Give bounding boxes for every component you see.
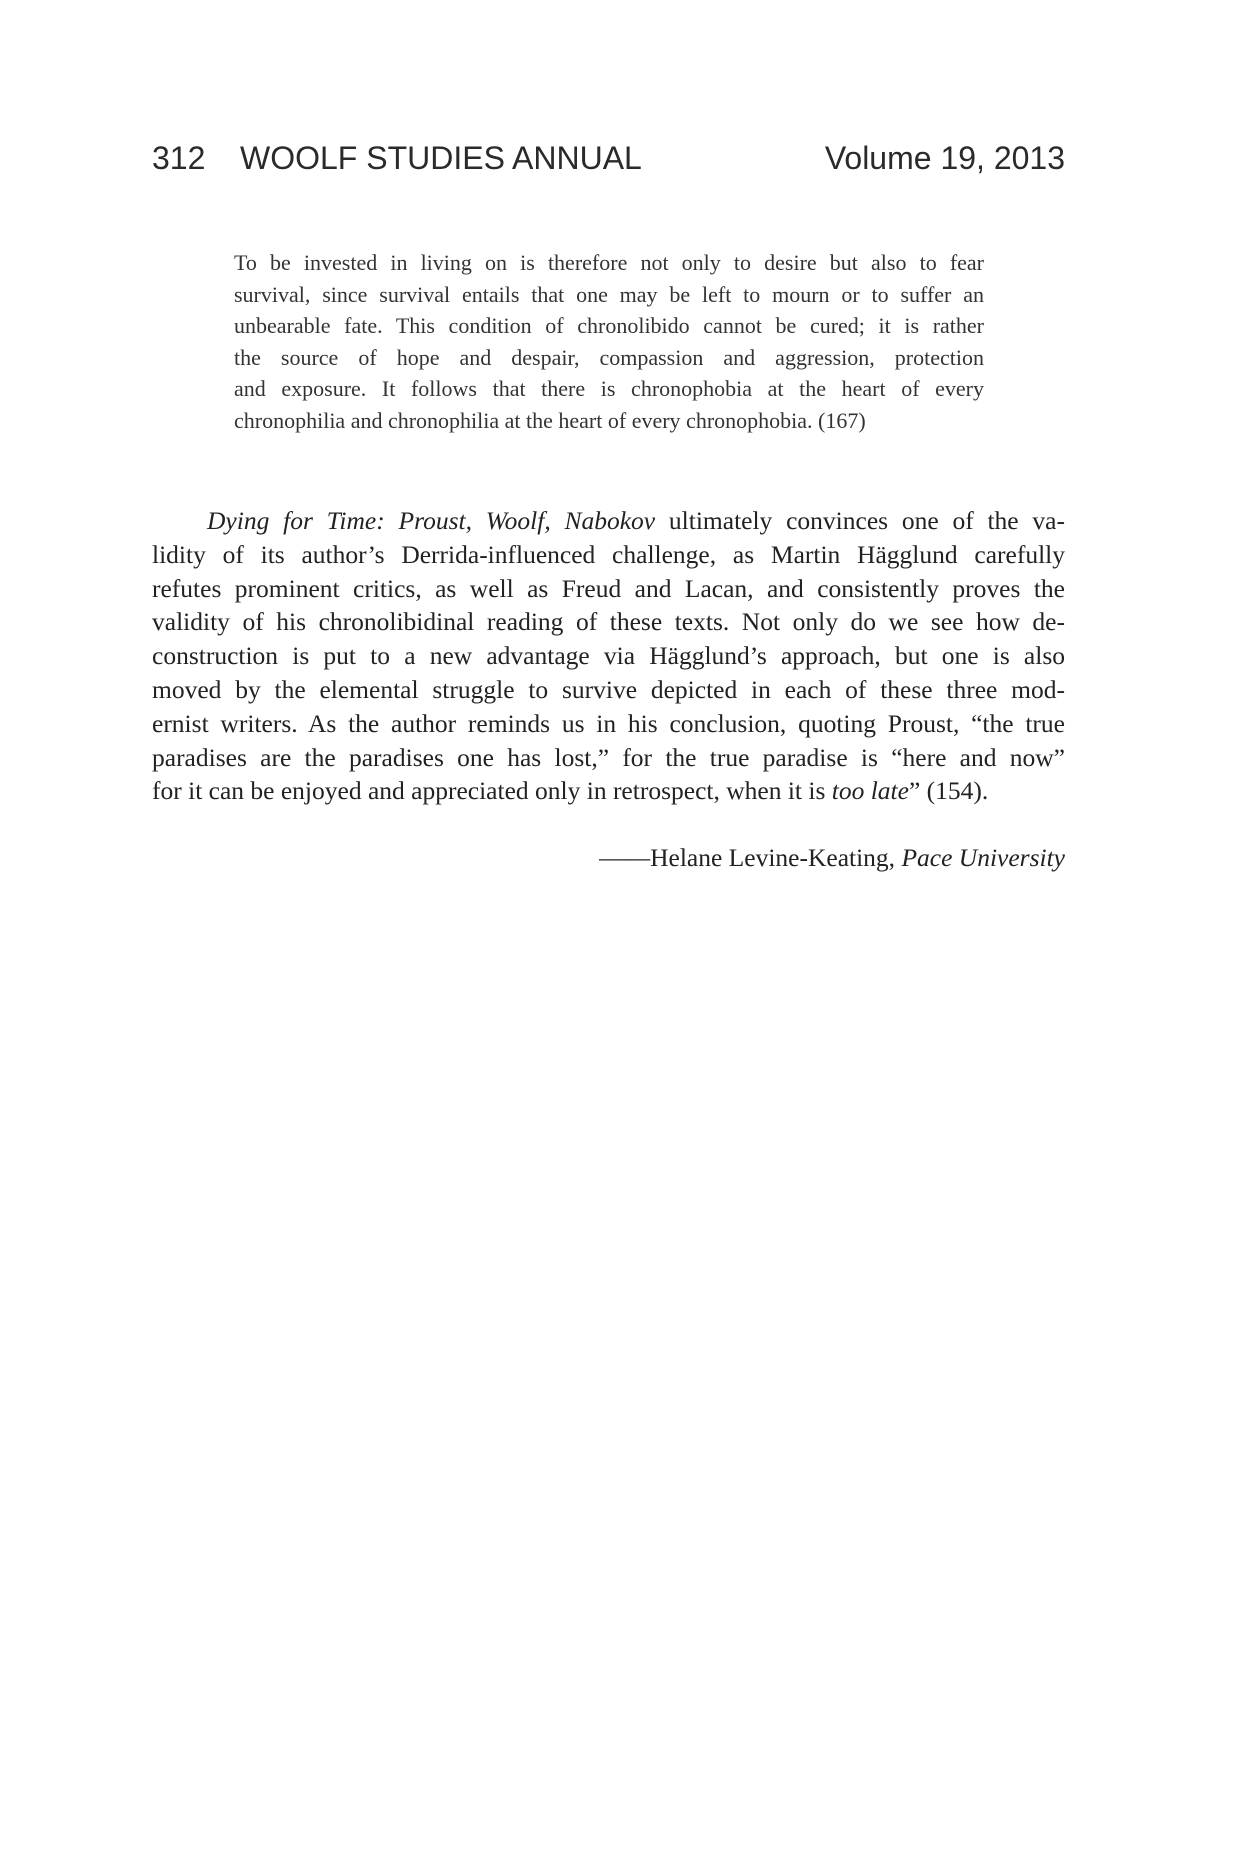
block-quote-line: survival, since survival entails that one may be left to mourn or to suffer an (234, 281, 984, 307)
paragraph-line: validity of his chronolibidinal reading of these texts. Not only do we see how de- (152, 607, 1065, 637)
running-header (152, 140, 1065, 188)
reviewer-name: ——Helane Levine-Keating, (599, 843, 902, 872)
paragraph-text: for it can be enjoyed and appreciated only in retrospect, when it is (152, 776, 832, 806)
paragraph-line: construction is put to a new advantage via Hägglund’s approach, but one is also (152, 641, 1065, 671)
block-quote-line: chronophilia and chronophilia at the heart of every chronophobia. (167) (234, 407, 866, 433)
paragraph-line: ernist writers. As the author reminds us in his conclusion, quoting Proust, “the true (152, 708, 1065, 738)
review-paragraph (152, 504, 1065, 808)
paragraph-line: lidity of its author’s Derrida-influenced challenge, as Martin Hägglund carefully (152, 539, 1065, 569)
journal-title: WOOLF STUDIES ANNUAL (240, 140, 642, 176)
block-quote-line: and exposure. It follows that there is chronophobia at the heart of every (234, 376, 984, 401)
reviewer-signature (152, 843, 1065, 873)
paragraph-text: ultimately convinces one of the va- (655, 506, 1065, 535)
paragraph-line (152, 774, 1065, 808)
block-quote (234, 247, 984, 436)
reviewer-affiliation: Pace University (901, 843, 1065, 872)
volume-info: Volume 19, 2013 (824, 140, 1065, 176)
block-quote-line: the source of hope and despair, compassion and aggression, protection (234, 344, 984, 370)
paragraph-line (152, 504, 1065, 538)
block-quote-line: unbearable fate. This condition of chronolibido cannot be cured; it is rather (234, 313, 984, 338)
block-quote-line: To be invested in living on is therefore not only to desire but also to fear (234, 250, 984, 275)
paragraph-line: refutes prominent critics, as well as Freud and Lacan, and consistently proves the (152, 573, 1065, 603)
page-number: 312 (152, 140, 206, 176)
book-title: Dying for Time: Proust, Woolf, Nabokov (207, 506, 656, 535)
paragraph-line: moved by the elemental struggle to survive depicted in each of these three mod- (152, 674, 1065, 704)
emphasis-text: too late (831, 776, 909, 806)
paragraph-text: ” (154). (908, 776, 989, 806)
paragraph-line: paradises are the paradises one has lost,” for the true paradise is “here and now” (152, 742, 1065, 772)
